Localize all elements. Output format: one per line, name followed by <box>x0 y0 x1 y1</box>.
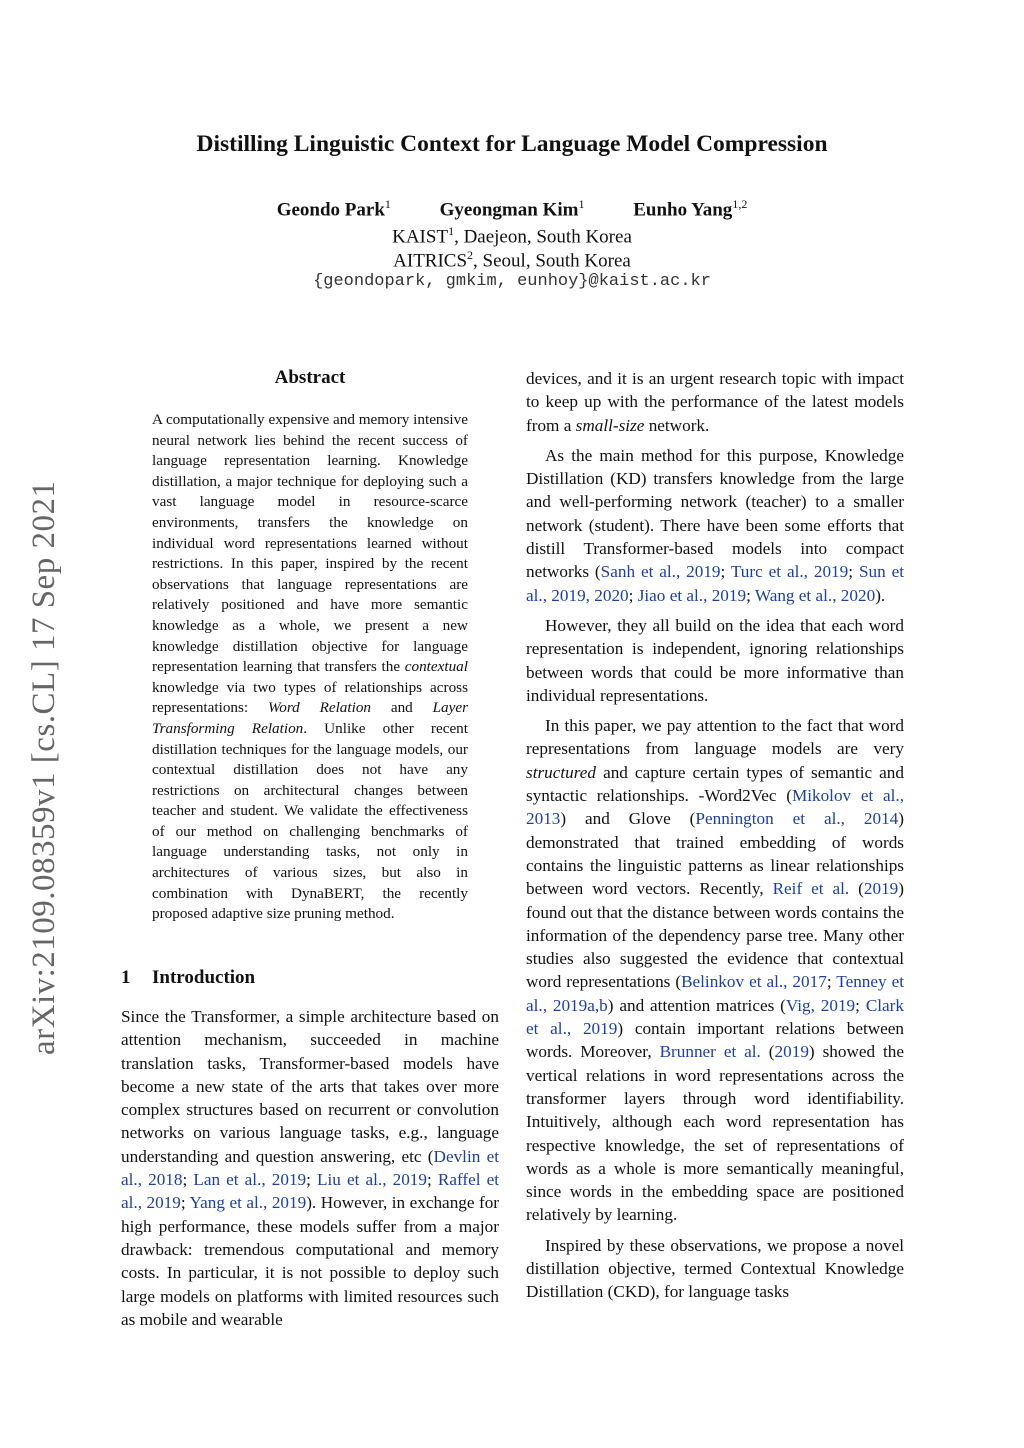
citation-link[interactable]: Lan et al., 2019 <box>193 1170 307 1190</box>
author-email: {geondopark, gmkim, eunhoy}@kaist.ac.kr <box>313 272 711 291</box>
intro-paragraph-1: Since the Transformer, a simple architecture based on attention mechanism, succeeded in machine translation tasks, Transformer-based models have become a new state of the arts that takes over more complex structures based on recurrent or convolution networks on various language tasks, e.g., language understanding and question answering, etc (Devlin et al., 2018; Lan et al., 2019; Liu et al., 2019; Raffel et al., 2019; Yang et al., 2019). However, in exchange for high performance, these models suffer from a major drawback: tremendous computational and memory costs. In particular, it is not possible to deploy such large models on platforms with limited resources such as mobile and wearable <box>121 1007 500 1329</box>
author-affil-mark: 1,2 <box>732 197 748 211</box>
author-2 <box>440 197 585 221</box>
citation-link[interactable]: Turc et al., 2019 <box>730 562 849 582</box>
citation-link[interactable]: 2019 <box>863 879 899 899</box>
citation-link[interactable]: Vig, 2019 <box>785 995 856 1015</box>
citation-link[interactable]: Jiao et al., 2019 <box>637 585 747 605</box>
citation-link[interactable]: Pennington et al., 2014 <box>695 809 899 829</box>
section-number: 1 <box>121 967 131 988</box>
citation-link[interactable]: Reif et al. <box>772 879 850 899</box>
author-affil-mark: 1 <box>384 197 391 211</box>
intro-paragraph-5: Inspired by these observations, we propose a novel distillation objective, termed Contextual Knowledge Distillation (CKD), for language tasks <box>526 1235 904 1302</box>
citation-link[interactable]: Clark et al., 2019 <box>526 995 904 1039</box>
citation-link[interactable]: Yang et al., 2019 <box>189 1193 307 1213</box>
arxiv-stamp: arXiv:2109.08359v1 [cs.CL] 17 Sep 2021 <box>26 480 62 1055</box>
section-heading-introduction <box>121 967 255 989</box>
affiliation-name: KAIST <box>392 226 449 248</box>
intro-paragraph-4: In this paper, we pay attention to the fact that word representations from language models are very structured and capture certain types of semantic and syntactic relationships. -Word2Vec (Mikolov et al., 2013) and Glove (Pennington et al., 2014) demonstrated that trained embedding of words contains the linguistic patterns as linear relationships between word vectors. Recently, Reif et al. (2019) found out that the distance between words contains the information of the dependency parse tree. Many other studies also suggested the evidence that contextual word representations (Belinkov et al., 2017; Tenney et al., 2019a,b) and attention matrices (Vig, 2019; Clark et al., 2019) contain important relations between words. Moreover, Brunner et al. (2019) showed the vertical relations in word representations across the transformer layers through word identifiability. Intuitively, although each word representation has respective knowledge, the set of representations of words as a whole is more semantically meaningful, since words in the embedding space are positioned relatively by learning. <box>526 716 905 1225</box>
affiliation-name: AITRICS <box>393 250 468 272</box>
author-1 <box>277 197 391 221</box>
citation-link[interactable]: Mikolov et al., 2013 <box>526 786 904 829</box>
affiliation-mark: 1 <box>448 224 455 238</box>
intro-paragraph-1-continued: devices, and it is an urgent research topic with impact to keep up with the performance of the latest models from a small-size network. <box>526 369 904 435</box>
author-affil-mark: 1 <box>578 197 585 211</box>
citation-link[interactable]: Tenney et al., 2019a,b <box>526 972 904 1015</box>
affiliation-2 <box>0 248 1024 272</box>
citation-link[interactable]: Wang et al., 2020 <box>754 585 876 605</box>
author-name: Geondo Park <box>276 199 385 221</box>
citation-link[interactable]: Brunner et al. <box>659 1042 761 1062</box>
citation-link[interactable]: Devlin et al., 2018 <box>121 1146 499 1190</box>
citation-link[interactable]: Raffel et al., 2019 <box>121 1170 499 1213</box>
intro-paragraph-2: As the main method for this purpose, Knowledge Distillation (KD) transfers knowledge from the large and well-performing network (teacher) to a smaller network (student). There have been some efforts that distill Transformer-based models into compact networks (Sanh et al., 2019; Turc et al., 2019; Sun et al., 2019, 2020; Jiao et al., 2019; Wang et al., 2020). <box>526 445 904 605</box>
left-column-body <box>121 1005 499 1338</box>
affiliation-location: , Seoul, South Korea <box>473 250 631 272</box>
abstract-body: A computationally expensive and memory intensive neural network lies behind the recent success of language representation learning. Knowledge distillation, a major technique for deploying such a vast language model in resource-scarce environments, transfers the knowledge on individual word representations learned without restrictions. In this paper, inspired by the recent observations that language representations are relatively positioned and have more semantic knowledge as a whole, we present a new knowledge distillation objective for language representation learning that transfers the contextual knowledge via two types of relationships across representations: Word Relation and Layer Transforming Relation. Unlike other recent distillation techniques for the language models, our contextual distillation does not have any restrictions on architectural changes between teacher and student. We validate the effectiveness of our method on challenging benchmarks of language understanding tasks, not only in architectures of various sizes, but also in combination with DynaBERT, the recently proposed adaptive size pruning method. <box>152 411 469 923</box>
citation-link[interactable]: Liu et al., 2019 <box>317 1170 427 1190</box>
affiliation-mark: 2 <box>467 248 474 262</box>
intro-paragraph-3: However, they all build on the idea that each word representation is independent, ignoring relationships between words that could be more informative than individual representations. <box>526 615 904 705</box>
author-name: Eunho Yang <box>633 199 733 221</box>
affiliation-location: , Daejeon, South Korea <box>454 226 632 248</box>
section-title: Introduction <box>152 967 256 988</box>
right-column-body <box>526 367 904 1311</box>
author-3 <box>633 197 747 221</box>
citation-link[interactable]: Sanh et al., 2019 <box>600 562 721 582</box>
citation-link[interactable]: Belinkov et al., 2017 <box>681 972 827 992</box>
affiliation-1 <box>0 224 1024 248</box>
author-list <box>0 197 1024 221</box>
author-name: Gyeongman Kim <box>439 199 579 221</box>
citation-link[interactable]: 2019 <box>774 1042 809 1062</box>
abstract-heading: Abstract <box>274 367 346 388</box>
paper-title: Distilling Linguistic Context for Language Model Compression <box>196 131 828 157</box>
citation-link[interactable]: Sun et al., 2019, 2020 <box>526 562 904 605</box>
